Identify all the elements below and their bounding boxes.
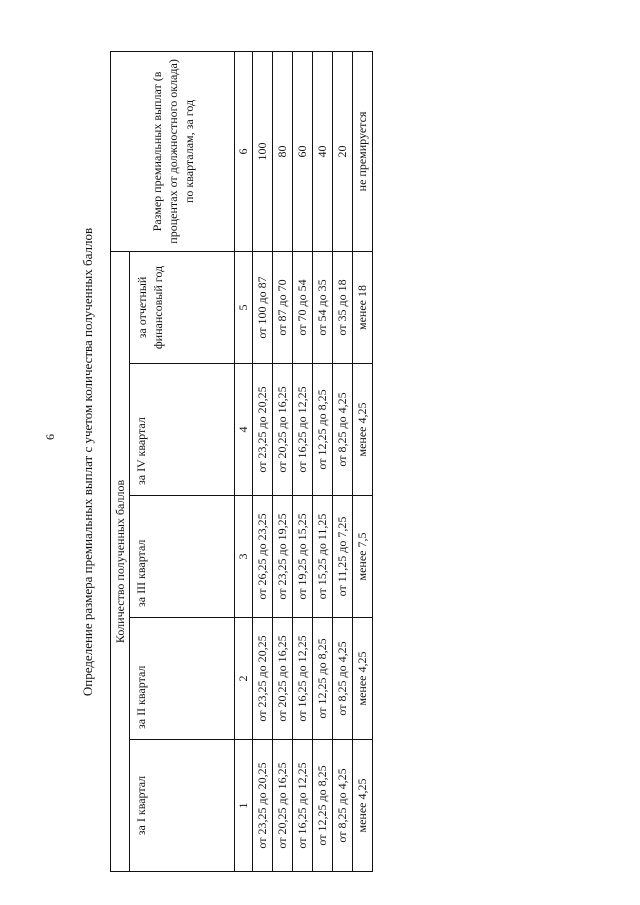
table-cell: от 87 до 70 xyxy=(273,251,293,363)
header-q1: за I квартал xyxy=(130,740,235,872)
table-cell: от 15,25 до 11,25 xyxy=(313,496,333,618)
column-number: 4 xyxy=(235,364,253,496)
column-number: 5 xyxy=(235,251,253,363)
table-row xyxy=(313,51,333,871)
table-cell: 80 xyxy=(273,51,293,251)
table-cell: от 54 до 35 xyxy=(313,251,333,363)
column-number: 1 xyxy=(235,740,253,872)
document-title: Определение размера премиальных выплат с учетом количества полученных баллов xyxy=(80,227,95,697)
table-cell: от 20,25 до 16,25 xyxy=(273,364,293,496)
header-q3: за III квартал xyxy=(130,496,235,618)
table-cell: 100 xyxy=(253,51,273,251)
table-cell: менее 4,25 xyxy=(353,740,373,872)
header-year: за отчетный финансовый год xyxy=(130,251,235,363)
table-cell: от 12,25 до 8,25 xyxy=(313,364,333,496)
page-number: 6 xyxy=(43,434,57,440)
column-number: 6 xyxy=(235,51,253,251)
table-cell: не премируется xyxy=(353,51,373,251)
header-bonus-size: Размер премиальных выплат (в процентах от должностного оклада) по кварталам, за год xyxy=(111,51,235,251)
group-header: Количество полученных баллов xyxy=(111,251,130,871)
table-cell: от 8,25 до 4,25 xyxy=(333,740,353,872)
table-row xyxy=(253,51,273,871)
table-cell: менее 4,25 xyxy=(353,364,373,496)
column-number: 2 xyxy=(235,618,253,740)
table-cell: от 8,25 до 4,25 xyxy=(333,364,353,496)
table-cell: от 8,25 до 4,25 xyxy=(333,618,353,740)
table-row xyxy=(333,51,353,871)
table-cell: от 26,25 до 23,25 xyxy=(253,496,273,618)
table-cell: от 19,25 до 15,25 xyxy=(293,496,313,618)
table-row xyxy=(353,51,373,871)
table-cell: от 11,25 до 7,25 xyxy=(333,496,353,618)
table-cell: 20 xyxy=(333,51,353,251)
table-cell: от 20,25 до 16,25 xyxy=(273,618,293,740)
column-number: 3 xyxy=(235,496,253,618)
table-cell: от 23,25 до 20,25 xyxy=(253,740,273,872)
table-cell: 60 xyxy=(293,51,313,251)
header-row-group xyxy=(111,51,130,871)
table-cell: 40 xyxy=(313,51,333,251)
bonus-table xyxy=(110,51,373,872)
table-row xyxy=(293,51,313,871)
table-cell: от 35 до 18 xyxy=(333,251,353,363)
header-q4: за IV квартал xyxy=(130,364,235,496)
table-cell: от 12,25 до 8,25 xyxy=(313,618,333,740)
header-q2: за II квартал xyxy=(130,618,235,740)
table-cell: от 23,25 до 20,25 xyxy=(253,364,273,496)
table-cell: от 16,25 до 12,25 xyxy=(293,618,313,740)
table-cell: менее 7,5 xyxy=(353,496,373,618)
table-cell: от 20,25 до 16,25 xyxy=(273,740,293,872)
table-cell: от 16,25 до 12,25 xyxy=(293,740,313,872)
table-cell: от 23,25 до 19,25 xyxy=(273,496,293,618)
table-row xyxy=(273,51,293,871)
table-cell: от 16,25 до 12,25 xyxy=(293,364,313,496)
rotated-page-content xyxy=(72,52,373,872)
table-cell: менее 18 xyxy=(353,251,373,363)
header-row-numbers xyxy=(235,51,253,871)
table-cell: от 23,25 до 20,25 xyxy=(253,618,273,740)
table-cell: от 100 до 87 xyxy=(253,251,273,363)
table-cell: менее 4,25 xyxy=(353,618,373,740)
table-cell: от 12,25 до 8,25 xyxy=(313,740,333,872)
table-cell: от 70 до 54 xyxy=(293,251,313,363)
